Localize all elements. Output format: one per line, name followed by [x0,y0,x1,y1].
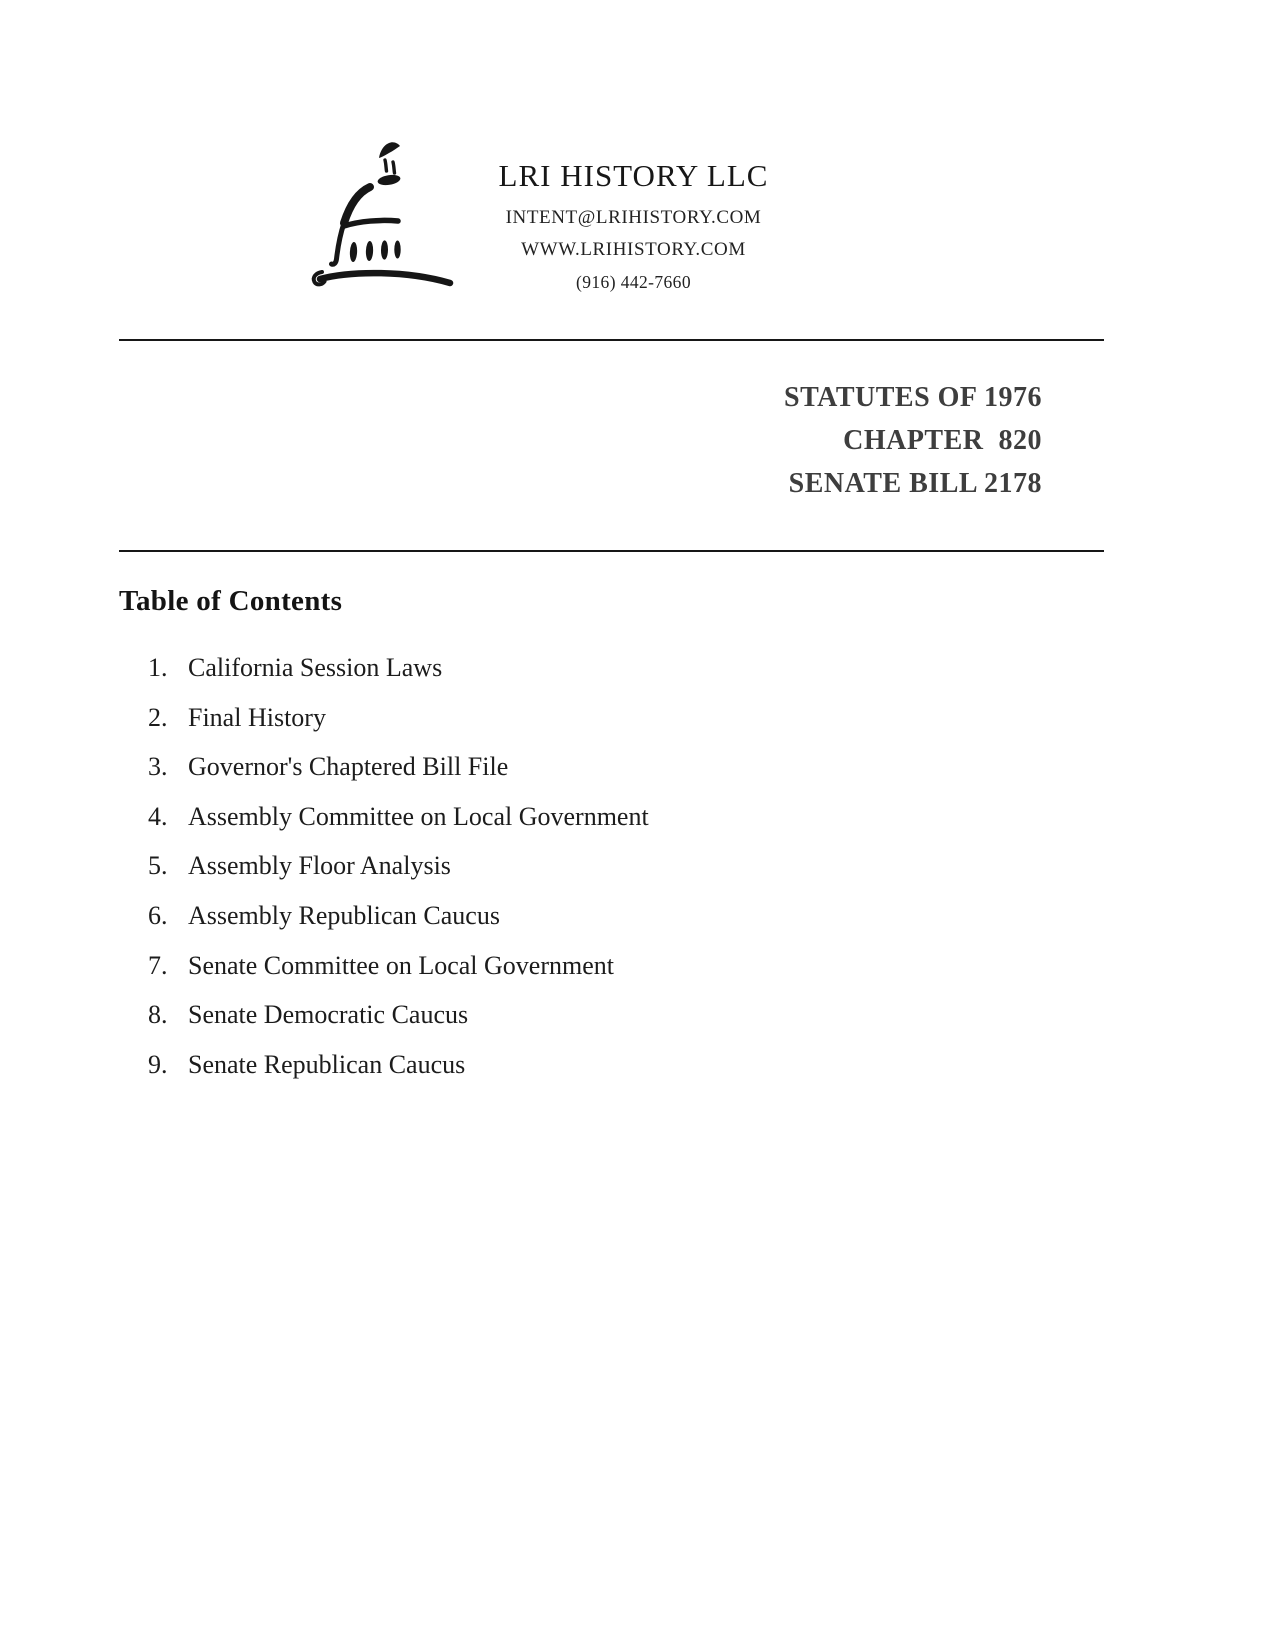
toc-item-number: 5. [148,851,168,881]
toc-item-number: 2. [148,702,168,732]
toc-item [148,891,649,941]
divider-bottom [119,550,1104,552]
toc-item-label: Assembly Floor Analysis [188,851,451,881]
company-email: INTENT@LRIHISTORY.COM [505,207,762,228]
toc-list [148,643,649,1089]
divider-top [119,339,1104,341]
company-website: WWW.LRIHISTORY.COM [521,239,746,260]
toc-item-label: Senate Democratic Caucus [188,1000,469,1030]
toc-item [148,990,649,1040]
toc-item-number: 8. [148,1000,168,1030]
toc-item-number: 6. [148,900,168,930]
toc-item-label: Final History [188,702,326,732]
toc-item-number: 9. [148,1049,168,1079]
statutes-line: STATUTES OF 1976 [784,382,1042,413]
statutes-reference-block [784,376,1042,505]
toc-item [148,841,649,891]
toc-item [148,1040,649,1090]
toc-item-label: Assembly Committee on Local Government [188,801,649,831]
toc-item [148,693,649,743]
toc-item-label: Senate Committee on Local Government [188,950,614,980]
toc-item [148,941,649,991]
toc-item-number: 7. [148,950,168,980]
toc-item [148,792,649,842]
toc-title: Table of Contents [119,585,343,617]
toc-item [148,643,649,693]
toc-item-label: California Session Laws [188,653,443,682]
toc-item-number: 3. [148,752,168,782]
chapter-line: CHAPTER 820 [843,425,1042,456]
toc-item [148,742,649,792]
company-phone: (916) 442-7660 [576,272,691,292]
capitol-dome-logo-icon [290,120,470,300]
company-name: LRI HISTORY LLC [498,158,769,193]
toc-item-label: Assembly Republican Caucus [188,900,500,930]
toc-item-label: Senate Republican Caucus [188,1049,466,1079]
toc-item-number: 4. [148,801,168,831]
toc-item-number: 1. [148,653,168,682]
toc-item-label: Governor's Chaptered Bill File [188,752,509,782]
senate-bill-line: SENATE BILL 2178 [788,468,1042,499]
